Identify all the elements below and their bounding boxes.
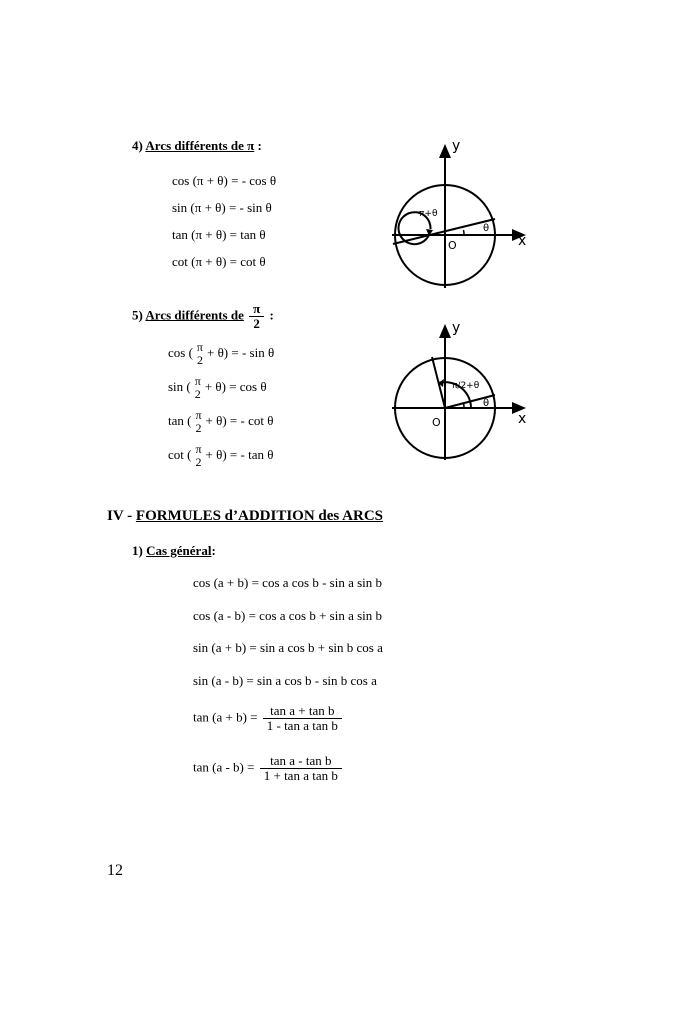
section-iv-title: FORMULES d’ADDITION des ARCS [135, 508, 384, 524]
origin-label: O [432, 416, 441, 429]
section-iv-heading: IV - FORMULES d’ADDITION des ARCS [107, 508, 384, 524]
formula-line: tan ( π 2 + θ) = - cot θ [168, 408, 274, 435]
formula-line: sin (a - b) = sin a cos b - sin b cos a [193, 673, 377, 688]
section-4-heading: 4) Arcs différents de π : [132, 138, 262, 153]
y-axis-label: y [452, 320, 461, 336]
subsection-1-title: Cas général [146, 543, 212, 558]
x-axis-label: x [518, 411, 527, 427]
section-5-title: Arcs différents de [145, 307, 244, 323]
y-axis-arrow [439, 324, 451, 338]
tan-diff-formula: tan (a - b) = $\frac{\text{tan a - tan b}}{\text{1 + tan a tan b}}$ [193, 754, 344, 783]
section-5-heading: 5) Arcs différents de $\frac{\pi}{2}$ : [132, 301, 274, 331]
pi-over-2-fraction: $\frac{\pi}{2}$ [249, 302, 264, 331]
formula-line: sin ( π 2 + θ) = cos θ [168, 374, 267, 401]
formula-line: cos (a - b) = cos a cos b + sin a sin b [193, 608, 383, 623]
formula-line: sin (π + θ) = - sin θ [172, 200, 272, 215]
arc-inner-label: θ [483, 398, 490, 409]
section-4-title: Arcs différents de π [145, 138, 255, 153]
subsection-1-heading: 1) Cas général: [132, 543, 216, 558]
arc-inner-label: θ [483, 223, 490, 234]
x-axis-label: x [518, 233, 527, 249]
tan-sum-formula: tan (a + b) = $\frac{\text{tan a + tan b}}{\text{1 - tan a tan b}}$ [193, 704, 344, 733]
arc-theta [464, 230, 465, 235]
formula-line: sin (a + b) = sin a cos b + sin b cos a [193, 640, 383, 655]
y-axis-label: y [452, 138, 461, 154]
origin-label: O [448, 239, 457, 252]
page-number: 12 [107, 862, 123, 879]
arc-theta [464, 403, 465, 408]
arc-outer-label: π+θ [419, 209, 438, 219]
formula-line: cos (π + θ) = - cos θ [172, 173, 277, 188]
formula-line: tan (π + θ) = tan θ [172, 227, 266, 242]
formula-line: cos (a + b) = cos a cos b - sin a sin b [193, 575, 383, 590]
formula-line: cos ( π 2 + θ) = - sin θ [168, 340, 275, 367]
y-axis-arrow [439, 144, 451, 158]
formula-line: cot (π + θ) = cot θ [172, 254, 266, 269]
arc-outer-label: π/2+θ [452, 381, 480, 391]
unit-circle-diagram-pi-over-2 [380, 318, 540, 468]
formula-line: cot ( π 2 + θ) = - tan θ [168, 442, 274, 469]
unit-circle-diagram-pi [380, 138, 540, 298]
